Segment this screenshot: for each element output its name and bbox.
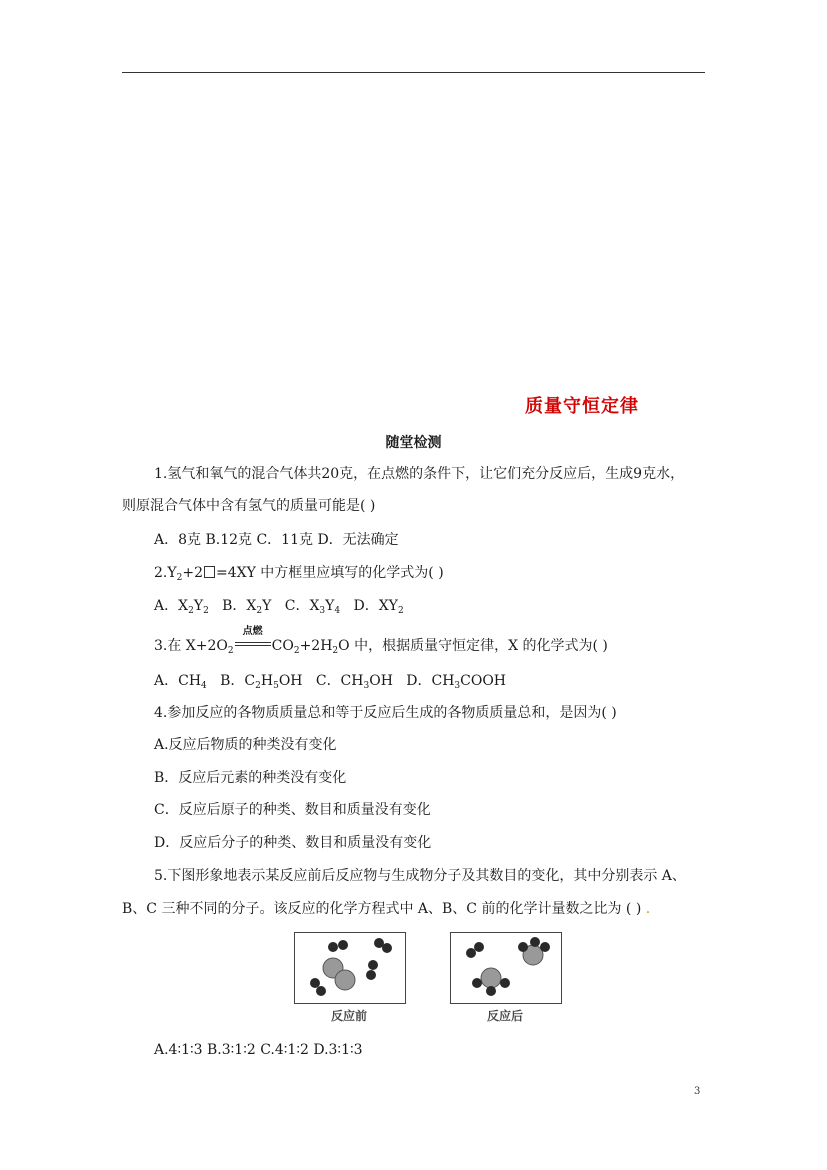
header-rule [122, 72, 705, 73]
panel-after-reaction [450, 932, 562, 1004]
q1-line2: 则原混合气体中含有氢气的质量可能是( ) [122, 498, 376, 514]
panel-before-reaction [294, 932, 406, 1004]
molecules-before-icon [295, 933, 405, 1003]
page-number: 3 [694, 1086, 701, 1097]
q5-options: A.4∶1∶3 B.3∶1∶2 C.4∶1∶2 D.3∶1∶3 [154, 1042, 363, 1058]
q1-options: A．8克 B.12克 C．11克 D．无法确定 [154, 532, 399, 548]
q4-option-d: D．反应后分子的种类、数目和质量没有变化 [154, 835, 432, 851]
q2-options: A．$X_2Y_2$ B．$X_2Y$ C．$X_3Y_4$ D．$XY_2$ [154, 598, 404, 616]
q3-stem: 3.在 $X+2O_2$ 点燃 $CO_2+2H_2O$ 中，根据质量守恒定律，X 的化学式为( ) [154, 626, 608, 656]
q1-line1: 1.氢气和氧气的混合气体共20克，在点燃的条件下，让它们充分反应后，生成9克水， [154, 466, 685, 482]
reaction-condition: 点燃 [234, 636, 272, 650]
q4-option-c: C．反应后原子的种类、数目和质量没有变化 [154, 802, 431, 818]
molecules-after-icon [451, 933, 561, 1003]
q5-line1: 5.下图形象地表示某反应前后反应物与生成物分子及其数目的变化，其中分别表示 A、 [154, 868, 686, 884]
section-title: 随堂检测 [385, 435, 442, 451]
blank-box-icon [204, 566, 215, 578]
caption-before: 反应前 [330, 1009, 367, 1023]
page-title: 质量守恒定律 [525, 396, 639, 417]
q4-option-a: A.反应后物质的种类没有变化 [154, 737, 337, 753]
q4-option-b: B．反应后元素的种类没有变化 [154, 770, 347, 786]
q2-stem: $2.Y_2+2 =4XY$ 中方框里应填写的化学式为( ) [154, 565, 444, 583]
q3-options: A．$CH_4$ B．$C_2H_5OH$ C．$CH_3OH$ D．$CH_3COOH$ [154, 673, 507, 691]
caption-after: 反应后 [486, 1009, 523, 1023]
q4-stem: 4.参加反应的各物质质量总和等于反应后生成的各物质质量总和，是因为( ) [154, 705, 617, 721]
q5-line2: B、C 三种不同的分子。该反应的化学方程式中 A、B、C 前的化学计量数之比为 ( ) . [122, 901, 651, 917]
molecule-figure [294, 932, 564, 1024]
